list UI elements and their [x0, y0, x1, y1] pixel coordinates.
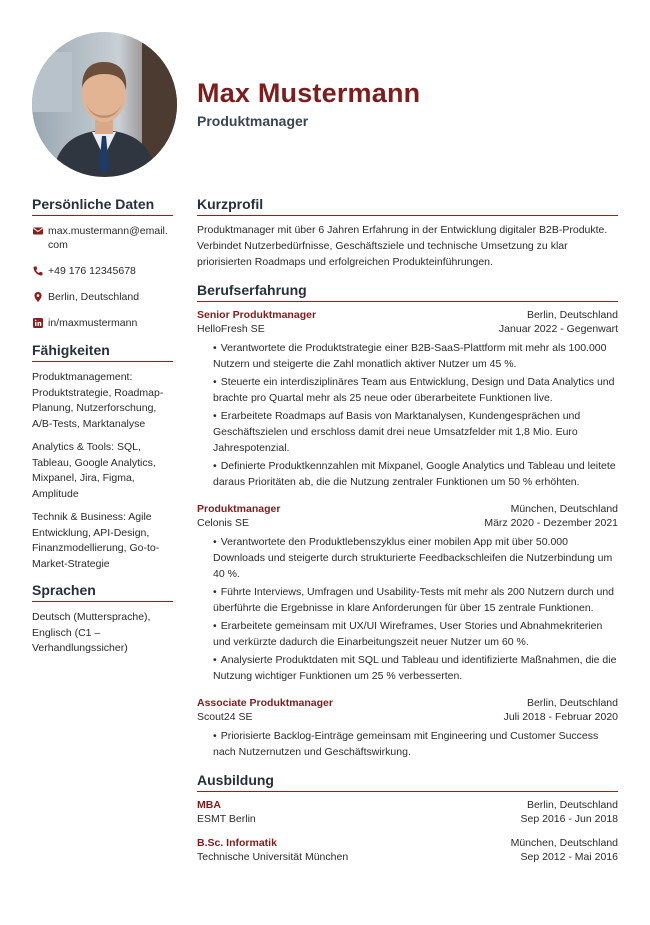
school: ESMT Berlin: [197, 813, 256, 825]
job-bullet: • Priorisierte Backlog-Einträge gemeinsam mit Engineering und Customer Success nach Nutzernutzen und Geschäftswirkung.: [213, 730, 599, 758]
job-location: Berlin, Deutschland: [526, 697, 618, 709]
job-dates: März 2020 - Dezember 2021: [484, 517, 618, 529]
degree: B.Sc. Informatik: [197, 837, 277, 849]
education-entry: [197, 836, 618, 864]
job-bullet: • Analysierte Produktdaten mit SQL und Tableau und identifizierte Maßnahmen, die die Nutzung wichtiger Funktionen um 25 % verbesserten.: [213, 654, 617, 682]
job-bullet: • Verantwortete den Produktlebenszyklus einer mobilen App mit über 50.000 Downloads und steigerte durch strukturierte Feedbackschleifen die Nutzerbindung um 40 %.: [213, 536, 613, 580]
languages-title: Sprachen: [32, 582, 173, 602]
mail-icon: [32, 225, 44, 237]
job-bullet: • Erarbeitete gemeinsam mit UX/UI Wireframes, User Stories und Abnahmekriterien und verkürzte dadurch die Einarbeitungszeit neuer Nutzer um 60 %.: [213, 620, 603, 648]
education-dates: Sep 2016 - Jun 2018: [520, 813, 618, 825]
job-title: Produktmanager: [197, 503, 281, 515]
skill-group: Technik & Business: Agile Entwicklung, API-Design, Finanzmodellierung, Go-to-Market-Strategie: [32, 511, 160, 570]
phone-text: +49 176 12345678: [48, 265, 136, 277]
skills-title: Fähigkeiten: [32, 342, 173, 362]
experience-title: Berufserfahrung: [197, 282, 618, 302]
location-icon: [32, 291, 44, 303]
education-title: Ausbildung: [197, 772, 618, 792]
job-entry: [197, 308, 618, 490]
profile-title: Kurzprofil: [197, 196, 618, 216]
job-bullet: • Definierte Produktkennzahlen mit Mixpanel, Google Analytics und Tableau und leitete daraus Prioritäten ab, die die Nutzung zentraler Funktionen um 50 % erhöhten.: [213, 460, 616, 488]
location-text: Berlin, Deutschland: [48, 291, 140, 303]
phone-icon: [32, 265, 44, 277]
contact-location: [32, 290, 173, 304]
portrait-image: [32, 32, 177, 177]
job-bullet: • Führte Interviews, Umfragen und Usability-Tests mit mehr als 200 Nutzern durch und überführte die Ergebnisse in klare Anforderungen für über 15 zentrale Funktionen.: [213, 586, 615, 614]
candidate-name: Max Mustermann: [197, 78, 421, 108]
job-title: Senior Produktmanager: [197, 309, 317, 321]
job-dates: Januar 2022 - Gegenwart: [498, 323, 618, 335]
job-bullet: • Erarbeitete Roadmaps auf Basis von Marktanalysen, Kundengesprächen und Geschäftszielen und erschloss damit drei neue Umsatzfelder mit 1,8 Mio. Euro Jahrespotenzial.: [213, 410, 581, 454]
education-location: Berlin, Deutschland: [526, 799, 618, 811]
linkedin-icon: [32, 317, 44, 329]
job-bullet: • Verantwortete die Produktstrategie einer B2B-SaaS-Plattform mit mehr als 100.000 Nutzern und steigerte die Zahl monatlich aktiver Nutzer um 45 %.: [213, 342, 607, 370]
job-entry: [197, 502, 618, 684]
linkedin-text: in/maxmustermann: [48, 317, 138, 329]
job-dates: Juli 2018 - Februar 2020: [503, 711, 618, 723]
profile-photo: [32, 32, 177, 177]
personal-data-title: Persönliche Daten: [32, 196, 173, 216]
degree: MBA: [197, 799, 221, 811]
sidebar: [32, 196, 173, 665]
main-content: [197, 196, 618, 874]
skill-group: Produktmanagement: Produktstrategie, Roadmap-Planung, Nutzerforschung, A/B-Tests, Marktanalyse: [32, 371, 164, 430]
email-text: max.mustermann@email.com: [48, 225, 168, 251]
education-location: München, Deutschland: [510, 837, 618, 849]
contact-email[interactable]: [32, 224, 173, 252]
school: Technische Universität München: [197, 851, 349, 863]
job-company: HelloFresh SE: [197, 323, 265, 335]
languages-text: Deutsch (Muttersprache), Englisch (C1 – Verhandlungssicher): [32, 611, 151, 654]
profile-text: Produktmanager mit über 6 Jahren Erfahrung in der Entwicklung digitaler B2B-Produkte. Verbindet Nutzerbedürfnisse, Geschäftsziele und technische Umsetzung zu klar priorisierten Roadmaps und erfolgreichen Produkteinführungen.: [197, 224, 608, 268]
job-bullet: • Steuerte ein interdisziplinäres Team aus Entwicklung, Design und Data Analytics und brachte pro Quartal mehr als 25 neue oder überarbeitete Funktionen live.: [213, 376, 615, 404]
skill-group: Analytics & Tools: SQL, Tableau, Google Analytics, Mixpanel, Jira, Figma, Amplitude: [32, 441, 156, 500]
job-location: Berlin, Deutschland: [526, 309, 618, 321]
job-title: Associate Produktmanager: [197, 697, 333, 709]
job-entry: [197, 696, 618, 760]
contact-linkedin[interactable]: [32, 316, 173, 330]
job-location: München, Deutschland: [510, 503, 618, 515]
education-entry: [197, 798, 618, 826]
job-company: Scout24 SE: [197, 711, 253, 723]
contact-phone[interactable]: [32, 264, 173, 278]
candidate-role: Produktmanager: [197, 113, 309, 129]
education-dates: Sep 2012 - Mai 2016: [520, 851, 618, 863]
job-company: Celonis SE: [197, 517, 249, 529]
